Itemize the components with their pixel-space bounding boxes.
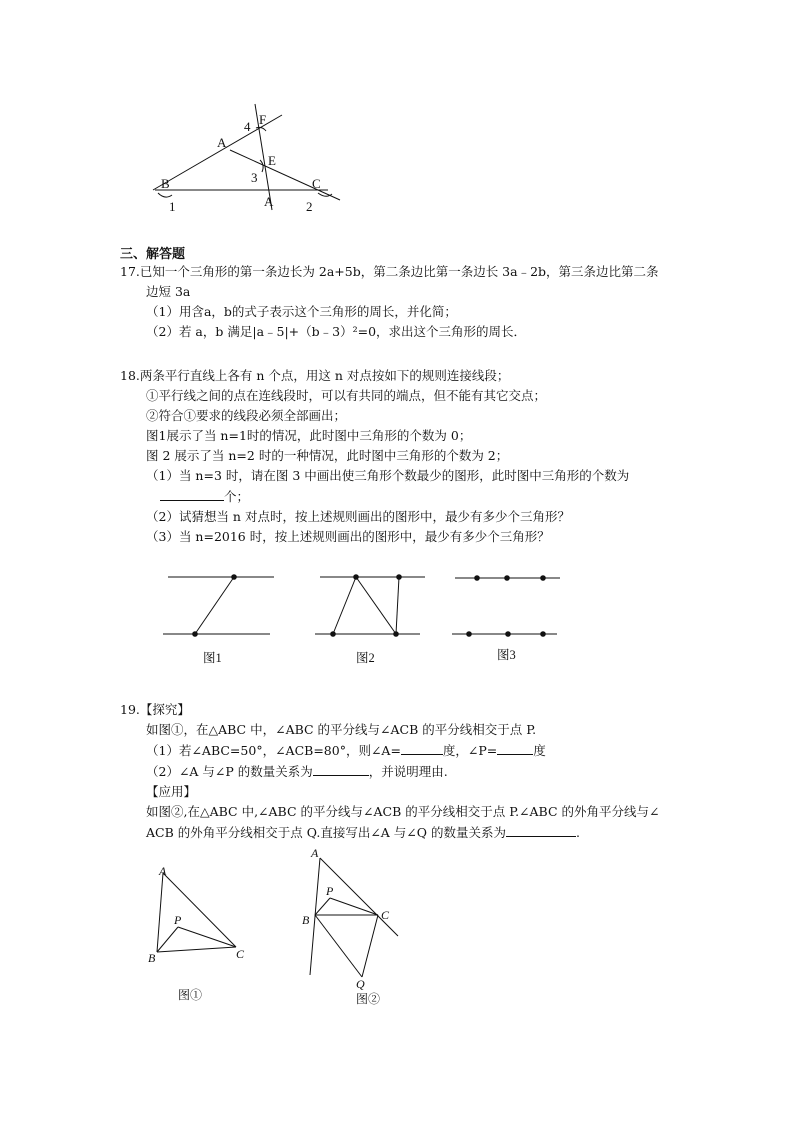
- angle-3-arc: [260, 160, 263, 172]
- fig1-point-top: [231, 574, 237, 580]
- q17-text-2: 边短 3a: [146, 284, 191, 299]
- q18-figure-1: [163, 574, 274, 637]
- q19-intro: 如图①，在△ABC 中，∠ABC 的平分线与∠ACB 的平分线相交于点 P.: [146, 722, 537, 737]
- angle-a-answer-blank[interactable]: [401, 740, 443, 755]
- q18-figure-2: [315, 574, 425, 637]
- fig-a-side-ab: [157, 873, 163, 952]
- fig-b-label-C: C: [381, 908, 390, 922]
- angle-p-answer-blank[interactable]: [497, 740, 533, 755]
- fig2-segment-1: [333, 577, 356, 634]
- q18-answer-blank[interactable]: [160, 486, 224, 501]
- fig-a-caption: 图①: [178, 988, 203, 1002]
- line-a-c: [230, 150, 340, 200]
- q19-figure-2: [302, 846, 398, 1006]
- fig-b-line-ab-extended: [310, 858, 320, 975]
- label-A-left: A: [217, 135, 227, 150]
- fig-a-label-C: C: [236, 947, 245, 961]
- label-F: F: [259, 112, 267, 127]
- label-E: E: [268, 153, 276, 168]
- label-4: 4: [244, 119, 251, 134]
- q19-figure-1: [148, 864, 245, 1002]
- q19-part-1-a: （1）若∠ABC=50°，∠ACB=80°，则∠A=: [146, 743, 401, 758]
- q17-part-1: （1）用含a，b的式子表示这个三角形的周长，并化简；: [146, 304, 457, 319]
- fig-b-label-A: A: [311, 846, 319, 860]
- fig2-point-top-2: [396, 574, 402, 580]
- fig-b-bisector-b: [315, 898, 330, 915]
- q19-part-1-b: 度，∠P=: [442, 743, 498, 758]
- q18-part-1a: （1）当 n=3 时，请在图 3 中画出使三角形个数最少的图形，此时图中三角形的个数为: [146, 468, 630, 483]
- q18-part-2: （2）试猜想当 n 对点时，按上述规则画出的图形中，最少有多少个三角形？: [146, 509, 570, 524]
- q19-part-2-a: （2）∠A 与∠P 的数量关系为: [146, 764, 313, 779]
- fig-b-ext-bisector-c: [362, 915, 378, 977]
- label-A-bottom: A: [264, 194, 274, 209]
- section-title: 三、解答题: [120, 247, 186, 262]
- q18-rule-1: ①平行线之间的点在连线段时，可以有共同的端点，但不能有其它交点；: [146, 388, 547, 403]
- q18-text: 两条平行直线上各有 n 个点，用这 n 对点按如下的规则连接线段；: [139, 368, 510, 383]
- label-1: 1: [169, 199, 176, 214]
- question-18: [120, 366, 629, 547]
- fig2-point-top-1: [353, 574, 359, 580]
- label-3: 3: [251, 170, 258, 185]
- fig3-point-top-3[interactable]: [540, 575, 546, 581]
- q19-apply-line-1: 如图②,在△ABC 中,∠ABC 的平分线与∠ACB 的平分线相交于点 P.∠ABC 的外角平分线与∠: [146, 804, 660, 819]
- q18-part-3: （3）当 n=2016 时，按上述规则画出的图形中，最少有多少个三角形？: [146, 529, 550, 544]
- fig3-point-bottom-2[interactable]: [505, 631, 511, 637]
- relation-answer-blank[interactable]: [313, 761, 369, 776]
- q18-figure-3[interactable]: [452, 575, 560, 637]
- label-C: C: [312, 176, 321, 191]
- q19-apply-title: 【应用】: [146, 784, 197, 799]
- question-19: [120, 700, 659, 843]
- fig3-caption: 图3: [497, 648, 516, 662]
- fig3-point-bottom-3[interactable]: [540, 631, 546, 637]
- fig2-point-bottom-1: [330, 631, 336, 637]
- q-relation-answer-blank[interactable]: [506, 822, 576, 837]
- q18-figures: [0, 560, 794, 670]
- fig2-caption: 图2: [356, 651, 375, 665]
- angle-1-arc: [158, 193, 172, 197]
- fig-b-label-P: P: [326, 884, 334, 898]
- fig-a-bisector-b: [157, 927, 178, 952]
- fig3-point-bottom-1[interactable]: [466, 631, 472, 637]
- q18-fig2-desc: 图 2 展示了当 n=2 时的一种情况，此时图中三角形的个数为 2；: [146, 448, 509, 463]
- fig3-point-top-1[interactable]: [474, 575, 480, 581]
- fig1-caption: 图1: [203, 651, 222, 665]
- fig3-point-top-2[interactable]: [504, 575, 510, 581]
- fig2-segment-3: [396, 577, 399, 634]
- q19-part-1-c: 度: [533, 743, 546, 758]
- fig-b-ext-bisector-b: [315, 915, 362, 977]
- q19-apply-line-2: ACB 的外角平分线相交于点 Q.直接写出∠A 与∠Q 的数量关系为: [146, 825, 506, 840]
- fig-b-label-B: B: [302, 913, 310, 927]
- top-triangle-figure: [0, 0, 794, 240]
- label-2: 2: [306, 199, 313, 214]
- fig-a-label-A: A: [159, 864, 167, 878]
- q17-number: 17.: [120, 264, 140, 279]
- fig-a-side-bc: [157, 947, 236, 952]
- fig-a-bisector-c: [178, 927, 236, 947]
- fig2-point-bottom-2: [393, 631, 399, 637]
- fig2-segment-2: [356, 577, 396, 634]
- label-B: B: [161, 176, 170, 191]
- fig-a-label-P: P: [174, 913, 182, 927]
- fig1-point-bottom: [192, 631, 198, 637]
- q18-number: 18.: [120, 368, 140, 383]
- q19-number: 19.: [120, 702, 140, 717]
- q18-rule-2: ②符合①要求的线段必须全部画出；: [146, 408, 347, 423]
- q19-apply-end: .: [576, 825, 580, 840]
- q19-part-2-b: ，并说明理由.: [368, 764, 448, 779]
- q19-figures: [0, 840, 794, 1020]
- fig-a-side-ac: [163, 873, 236, 947]
- fig-b-caption: 图②: [356, 992, 381, 1006]
- fig-b-label-Q: Q: [356, 977, 365, 991]
- fig-a-label-B: B: [148, 951, 156, 965]
- fig-b-bisector-c: [330, 898, 378, 915]
- q18-fig1-desc: 图1展示了当 n=1时的情况，此时图中三角形的个数为 0；: [146, 428, 472, 443]
- question-17: [120, 262, 659, 342]
- q19-explore-title: 【探究】: [139, 702, 190, 717]
- fig1-segment: [195, 577, 234, 634]
- q17-part-2: （2）若 a，b 满足|a﹣5|+（b﹣3）²=0，求出这个三角形的周长．: [146, 324, 527, 339]
- q17-text-1: 已知一个三角形的第一条边长为 2a+5b，第二条边比第一条边长 3a﹣2b，第三条边比第二条: [139, 264, 659, 279]
- q18-part-1b: 个；: [224, 489, 250, 504]
